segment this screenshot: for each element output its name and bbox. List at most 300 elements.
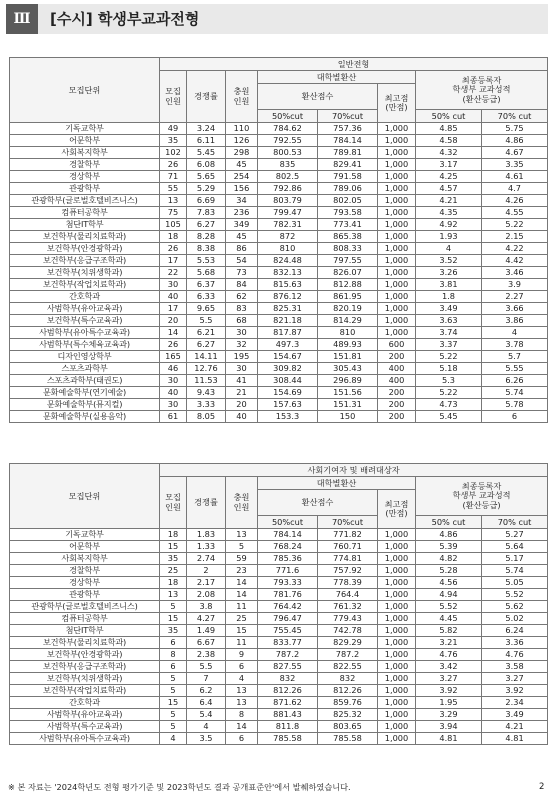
admission-table-social <box>9 463 548 745</box>
table-cell: 3.21 <box>416 637 482 649</box>
table-cell: 195 <box>226 351 258 363</box>
table-cell: 2.74 <box>187 553 226 565</box>
cell-unit: 사범학부(유아교육과) <box>10 303 160 315</box>
table-cell: 1,000 <box>378 565 416 577</box>
table-cell: 5.78 <box>482 399 548 411</box>
table-cell: 13 <box>160 195 187 207</box>
table-cell: 826.07 <box>318 267 378 279</box>
table-cell: 4 <box>416 243 482 255</box>
table-cell: 1,000 <box>378 661 416 673</box>
cell-unit: 사범학부(특수교육과) <box>10 721 160 733</box>
cell-unit: 어문학부 <box>10 135 160 147</box>
table-cell: 812.26 <box>318 685 378 697</box>
table-cell: 825.32 <box>318 709 378 721</box>
table-body <box>10 123 548 423</box>
table-cell: 6.37 <box>187 279 226 291</box>
table-row <box>10 733 548 745</box>
table-cell: 236 <box>226 207 258 219</box>
table-cell: 5.7 <box>482 351 548 363</box>
table-cell: 1.8 <box>416 291 482 303</box>
table-cell: 5.22 <box>416 351 482 363</box>
table-cell: 600 <box>378 339 416 351</box>
table-cell: 771.6 <box>258 565 318 577</box>
table-cell: 3.92 <box>416 685 482 697</box>
table-cell: 1,000 <box>378 613 416 625</box>
table-cell: 4.61 <box>482 171 548 183</box>
table-cell: 102 <box>160 147 187 159</box>
table-cell: 497.3 <box>258 339 318 351</box>
table-cell: 200 <box>378 411 416 423</box>
table-cell: 799.47 <box>258 207 318 219</box>
table-cell: 1,000 <box>378 601 416 613</box>
table-cell: 5.55 <box>482 363 548 375</box>
table-cell: 1,000 <box>378 529 416 541</box>
table-cell: 785.58 <box>258 733 318 745</box>
table-cell: 4.76 <box>482 649 548 661</box>
table-cell: 49 <box>160 123 187 135</box>
table-cell: 400 <box>378 375 416 387</box>
table-cell: 4.26 <box>482 195 548 207</box>
header-g70: 70% cut <box>482 110 548 123</box>
table-cell: 3.63 <box>416 315 482 327</box>
table-cell: 9.65 <box>187 303 226 315</box>
table-cell: 5 <box>226 541 258 553</box>
table-cell: 1,000 <box>378 159 416 171</box>
table-cell: 8.05 <box>187 411 226 423</box>
table-cell: 18 <box>160 231 187 243</box>
table-cell: 46 <box>160 363 187 375</box>
table-cell: 3.26 <box>416 267 482 279</box>
table-cell: 4 <box>226 673 258 685</box>
header-univ-conv: 대학별환산 <box>258 477 416 490</box>
cell-unit: 보건학부(안경광학과) <box>10 649 160 661</box>
admission-table-general <box>9 57 548 423</box>
table-cell: 71 <box>160 171 187 183</box>
table-cell: 5.28 <box>416 565 482 577</box>
table-cell: 5.29 <box>187 183 226 195</box>
table-cell: 6.24 <box>482 625 548 637</box>
table-cell: 1,000 <box>378 267 416 279</box>
table-cell: 151.56 <box>318 387 378 399</box>
header-max-score <box>378 84 416 123</box>
table-cell: 20 <box>160 315 187 327</box>
table-cell: 1,000 <box>378 673 416 685</box>
table-cell: 1,000 <box>378 219 416 231</box>
table-cell: 4.27 <box>187 613 226 625</box>
table-cell: 773.41 <box>318 219 378 231</box>
table-cell: 3.52 <box>416 255 482 267</box>
table-cell: 5.53 <box>187 255 226 267</box>
table-cell: 3.24 <box>187 123 226 135</box>
table-cell: 6 <box>160 637 187 649</box>
table-cell: 6.11 <box>187 135 226 147</box>
table-cell: 3.37 <box>416 339 482 351</box>
cell-unit: 관광학부(글로벌호텔비즈니스) <box>10 601 160 613</box>
table-cell: 17 <box>160 255 187 267</box>
table-cell: 782.31 <box>258 219 318 231</box>
table-cell: 812.88 <box>318 279 378 291</box>
table-cell: 5.22 <box>482 219 548 231</box>
table-cell: 1,000 <box>378 231 416 243</box>
header-max-score-text: 최고점 (만점) <box>384 498 409 518</box>
table-row <box>10 625 548 637</box>
table-cell: 157.63 <box>258 399 318 411</box>
table-cell: 12.76 <box>187 363 226 375</box>
table-row <box>10 697 548 709</box>
table-cell: 35 <box>160 135 187 147</box>
table-cell: 3.5 <box>187 733 226 745</box>
table-row <box>10 601 548 613</box>
table-cell: 757.92 <box>318 565 378 577</box>
table-cell: 779.43 <box>318 613 378 625</box>
table-cell: 4.86 <box>482 135 548 147</box>
table-cell: 40 <box>160 387 187 399</box>
table-cell: 6 <box>160 661 187 673</box>
table-cell: 7.83 <box>187 207 226 219</box>
table-cell: 153.3 <box>258 411 318 423</box>
table-cell: 1.93 <box>416 231 482 243</box>
table-cell: 1,000 <box>378 709 416 721</box>
table-row <box>10 375 548 387</box>
cell-unit: 경상학부 <box>10 171 160 183</box>
cell-unit: 스포츠과학부(태권도) <box>10 375 160 387</box>
table-cell: 3.74 <box>416 327 482 339</box>
table-cell: 45 <box>226 159 258 171</box>
header-max-score <box>378 490 416 529</box>
table-cell: 3.58 <box>482 661 548 673</box>
table-cell: 5.52 <box>482 589 548 601</box>
table-cell: 105 <box>160 219 187 231</box>
table-cell: 4.21 <box>482 721 548 733</box>
table-cell: 802.5 <box>258 171 318 183</box>
table-cell: 3.33 <box>187 399 226 411</box>
table-cell: 4.42 <box>482 255 548 267</box>
table-cell: 4.81 <box>416 733 482 745</box>
table-row <box>10 219 548 231</box>
table-cell: 3.94 <box>416 721 482 733</box>
table-cell: 817.87 <box>258 327 318 339</box>
table-cell: 2.15 <box>482 231 548 243</box>
table-cell: 5.22 <box>416 387 482 399</box>
table-cell: 14 <box>226 721 258 733</box>
table-cell: 9 <box>226 649 258 661</box>
table-cell: 8 <box>160 649 187 661</box>
table-cell: 30 <box>226 327 258 339</box>
cell-unit: 사범학부(유아특수교육과) <box>10 327 160 339</box>
table-cell: 1,000 <box>378 303 416 315</box>
header-conv-score: 환산점수 <box>258 490 378 516</box>
header-group-title: 일반전형 <box>160 58 548 71</box>
table-cell: 13 <box>226 697 258 709</box>
table-cell: 298 <box>226 147 258 159</box>
table-row <box>10 363 548 375</box>
table-cell: 2.38 <box>187 649 226 661</box>
table-cell: 4.22 <box>482 243 548 255</box>
table-cell: 6 <box>226 661 258 673</box>
table-row <box>10 207 548 219</box>
table-cell: 59 <box>226 553 258 565</box>
table-cell: 1,000 <box>378 135 416 147</box>
table-cell: 68 <box>226 315 258 327</box>
header-unit: 모집단위 <box>10 464 160 529</box>
table-cell: 1,000 <box>378 171 416 183</box>
table-cell: 1.95 <box>416 697 482 709</box>
cell-unit: 간호학과 <box>10 697 160 709</box>
header-filled-text: 충원 인원 <box>233 492 250 512</box>
cell-unit: 스포츠과학부 <box>10 363 160 375</box>
table-cell: 1,000 <box>378 147 416 159</box>
table-cell: 6.2 <box>187 685 226 697</box>
table-row <box>10 159 548 171</box>
header-g50: 50% cut <box>416 516 482 529</box>
cell-unit: 보건학부(치위생학과) <box>10 673 160 685</box>
table-row <box>10 123 548 135</box>
table-cell: 760.71 <box>318 541 378 553</box>
header-g70: 70% cut <box>482 516 548 529</box>
table-cell: 34 <box>226 195 258 207</box>
table-cell: 1,000 <box>378 589 416 601</box>
table-cell: 4 <box>187 721 226 733</box>
table-cell: 35 <box>160 625 187 637</box>
table-cell: 793.58 <box>318 207 378 219</box>
table-cell: 2.34 <box>482 697 548 709</box>
table-cell: 4 <box>160 733 187 745</box>
table-cell: 18 <box>160 529 187 541</box>
table-cell: 6.27 <box>187 219 226 231</box>
table-cell: 5.62 <box>482 601 548 613</box>
table-cell: 4.45 <box>416 613 482 625</box>
table-cell: 4.58 <box>416 135 482 147</box>
header-filled <box>226 71 258 123</box>
table-cell: 803.65 <box>318 721 378 733</box>
header-final-text: 최종등록자 학생부 교과성적 (환산등급) <box>452 74 511 104</box>
table-cell: 3.42 <box>416 661 482 673</box>
table-cell: 23 <box>226 565 258 577</box>
header-conv-score: 환산점수 <box>258 84 378 110</box>
table-cell: 1.83 <box>187 529 226 541</box>
table-cell: 8 <box>226 709 258 721</box>
table-cell: 835 <box>258 159 318 171</box>
header-univ-conv: 대학별환산 <box>258 71 416 84</box>
section-title: [수시] 학생부교과전형 <box>50 10 200 28</box>
table-cell: 7 <box>187 673 226 685</box>
table-cell: 5.05 <box>482 577 548 589</box>
table-cell: 4.76 <box>416 649 482 661</box>
table-cell: 771.82 <box>318 529 378 541</box>
table-cell: 793.33 <box>258 577 318 589</box>
section-header <box>6 4 548 34</box>
table-cell: 1,000 <box>378 541 416 553</box>
cell-unit: 경찰학부 <box>10 565 160 577</box>
cell-unit: 관광학부 <box>10 589 160 601</box>
table-row <box>10 351 548 363</box>
table-cell: 30 <box>160 279 187 291</box>
table-cell: 26 <box>160 243 187 255</box>
table-cell: 4.55 <box>482 207 548 219</box>
table-cell: 5 <box>160 673 187 685</box>
table-cell: 154.69 <box>258 387 318 399</box>
table-cell: 3.8 <box>187 601 226 613</box>
table-cell: 792.55 <box>258 135 318 147</box>
table-cell: 5.5 <box>187 315 226 327</box>
table-row <box>10 303 548 315</box>
table-cell: 14 <box>226 589 258 601</box>
table-cell: 5.27 <box>482 529 548 541</box>
table-cell: 26 <box>160 159 187 171</box>
table-cell: 1,000 <box>378 721 416 733</box>
cell-unit: 문화예술학부(뮤지컬) <box>10 399 160 411</box>
table-cell: 785.36 <box>258 553 318 565</box>
table-cell: 1,000 <box>378 649 416 661</box>
table-cell: 5.74 <box>482 387 548 399</box>
table-row <box>10 411 548 423</box>
table-cell: 6 <box>226 733 258 745</box>
table-row <box>10 637 548 649</box>
table-cell: 4.56 <box>416 577 482 589</box>
table-cell: 20 <box>226 399 258 411</box>
table-row <box>10 721 548 733</box>
table-cell: 30 <box>226 363 258 375</box>
table-cell: 21 <box>226 387 258 399</box>
table-row <box>10 195 548 207</box>
table-cell: 6.26 <box>482 375 548 387</box>
table-cell: 200 <box>378 399 416 411</box>
table-cell: 859.76 <box>318 697 378 709</box>
cell-unit: 사회복지학부 <box>10 147 160 159</box>
cell-unit: 사범학부(유아교육과) <box>10 709 160 721</box>
cell-unit: 기독교학부 <box>10 123 160 135</box>
table-cell: 4.86 <box>416 529 482 541</box>
cell-unit: 디자인영상학부 <box>10 351 160 363</box>
table-cell: 11.53 <box>187 375 226 387</box>
table-cell: 8.38 <box>187 243 226 255</box>
table-cell: 6.4 <box>187 697 226 709</box>
cell-unit: 보건학부(응급구조학과) <box>10 255 160 267</box>
cell-unit: 보건학부(안경광학과) <box>10 243 160 255</box>
table-cell: 742.78 <box>318 625 378 637</box>
cell-unit: 컴퓨터공학부 <box>10 613 160 625</box>
cell-unit: 간호학과 <box>10 291 160 303</box>
table-row <box>10 267 548 279</box>
header-quota <box>160 477 187 529</box>
table-cell: 832 <box>258 673 318 685</box>
cell-unit: 어문학부 <box>10 541 160 553</box>
table-cell: 789.81 <box>318 147 378 159</box>
table-row <box>10 673 548 685</box>
table-row <box>10 685 548 697</box>
cell-unit: 보건학부(작업치료학과) <box>10 279 160 291</box>
cell-unit: 보건학부(특수교육과) <box>10 315 160 327</box>
table-cell: 9.43 <box>187 387 226 399</box>
table-cell: 4.82 <box>416 553 482 565</box>
cell-unit: 관광학부 <box>10 183 160 195</box>
table-cell: 4.81 <box>482 733 548 745</box>
header-max-score-text: 최고점 (만점) <box>384 92 409 112</box>
cell-unit: 사회복지학부 <box>10 553 160 565</box>
table-cell: 73 <box>226 267 258 279</box>
table-cell: 3.86 <box>482 315 548 327</box>
table-cell: 11 <box>226 601 258 613</box>
table-row <box>10 565 548 577</box>
table-row <box>10 327 548 339</box>
table-cell: 6.33 <box>187 291 226 303</box>
table-cell: 3.92 <box>482 685 548 697</box>
table-cell: 3.49 <box>482 709 548 721</box>
table-row <box>10 387 548 399</box>
table-cell: 62 <box>226 291 258 303</box>
header-c70: 70%cut <box>318 110 378 123</box>
table-cell: 150 <box>318 411 378 423</box>
table-cell: 5.45 <box>187 147 226 159</box>
table-cell: 787.2 <box>258 649 318 661</box>
table-cell: 811.8 <box>258 721 318 733</box>
header-group-title: 사회기여자 및 배려대상자 <box>160 464 548 477</box>
table-cell: 11 <box>226 637 258 649</box>
table-cell: 5.52 <box>416 601 482 613</box>
table-cell: 489.93 <box>318 339 378 351</box>
table-cell: 3.17 <box>416 159 482 171</box>
table-cell: 4.32 <box>416 147 482 159</box>
table-cell: 41 <box>226 375 258 387</box>
table-cell: 1,000 <box>378 327 416 339</box>
table-cell: 1,000 <box>378 315 416 327</box>
table-cell: 14.11 <box>187 351 226 363</box>
table-cell: 815.63 <box>258 279 318 291</box>
section-number-badge: Ⅲ <box>6 4 38 34</box>
table-cell: 800.53 <box>258 147 318 159</box>
table-cell: 3.27 <box>416 673 482 685</box>
table-cell: 15 <box>160 697 187 709</box>
table-cell: 15 <box>160 613 187 625</box>
header-c50: 50%cut <box>258 110 318 123</box>
table-row <box>10 135 548 147</box>
table-cell: 5 <box>160 685 187 697</box>
table-cell: 789.06 <box>318 183 378 195</box>
table-cell: 83 <box>226 303 258 315</box>
header-final-text: 최종등록자 학생부 교과성적 (환산등급) <box>452 480 511 510</box>
table-body <box>10 529 548 745</box>
table-cell: 254 <box>226 171 258 183</box>
table-cell: 810 <box>318 327 378 339</box>
table-cell: 2.08 <box>187 589 226 601</box>
table-cell: 6 <box>482 411 548 423</box>
table-cell: 4.7 <box>482 183 548 195</box>
table-row <box>10 577 548 589</box>
table-cell: 3.36 <box>482 637 548 649</box>
header-g50: 50% cut <box>416 110 482 123</box>
table-cell: 22 <box>160 267 187 279</box>
table-cell: 200 <box>378 351 416 363</box>
table-cell: 2.17 <box>187 577 226 589</box>
table-cell: 400 <box>378 363 416 375</box>
table-cell: 25 <box>160 565 187 577</box>
table-cell: 3.81 <box>416 279 482 291</box>
table-cell: 812.26 <box>258 685 318 697</box>
table-cell: 1,000 <box>378 243 416 255</box>
table-cell: 18 <box>160 577 187 589</box>
table-cell: 872 <box>258 231 318 243</box>
table-cell: 4.25 <box>416 171 482 183</box>
table-cell: 1,000 <box>378 207 416 219</box>
table-cell: 1,000 <box>378 123 416 135</box>
header-c50: 50%cut <box>258 516 318 529</box>
table-cell: 5.74 <box>482 565 548 577</box>
table-cell: 40 <box>160 291 187 303</box>
header-quota-text: 모집 인원 <box>165 86 181 106</box>
table-cell: 784.62 <box>258 123 318 135</box>
table-cell: 5.64 <box>482 541 548 553</box>
table-cell: 5.45 <box>416 411 482 423</box>
